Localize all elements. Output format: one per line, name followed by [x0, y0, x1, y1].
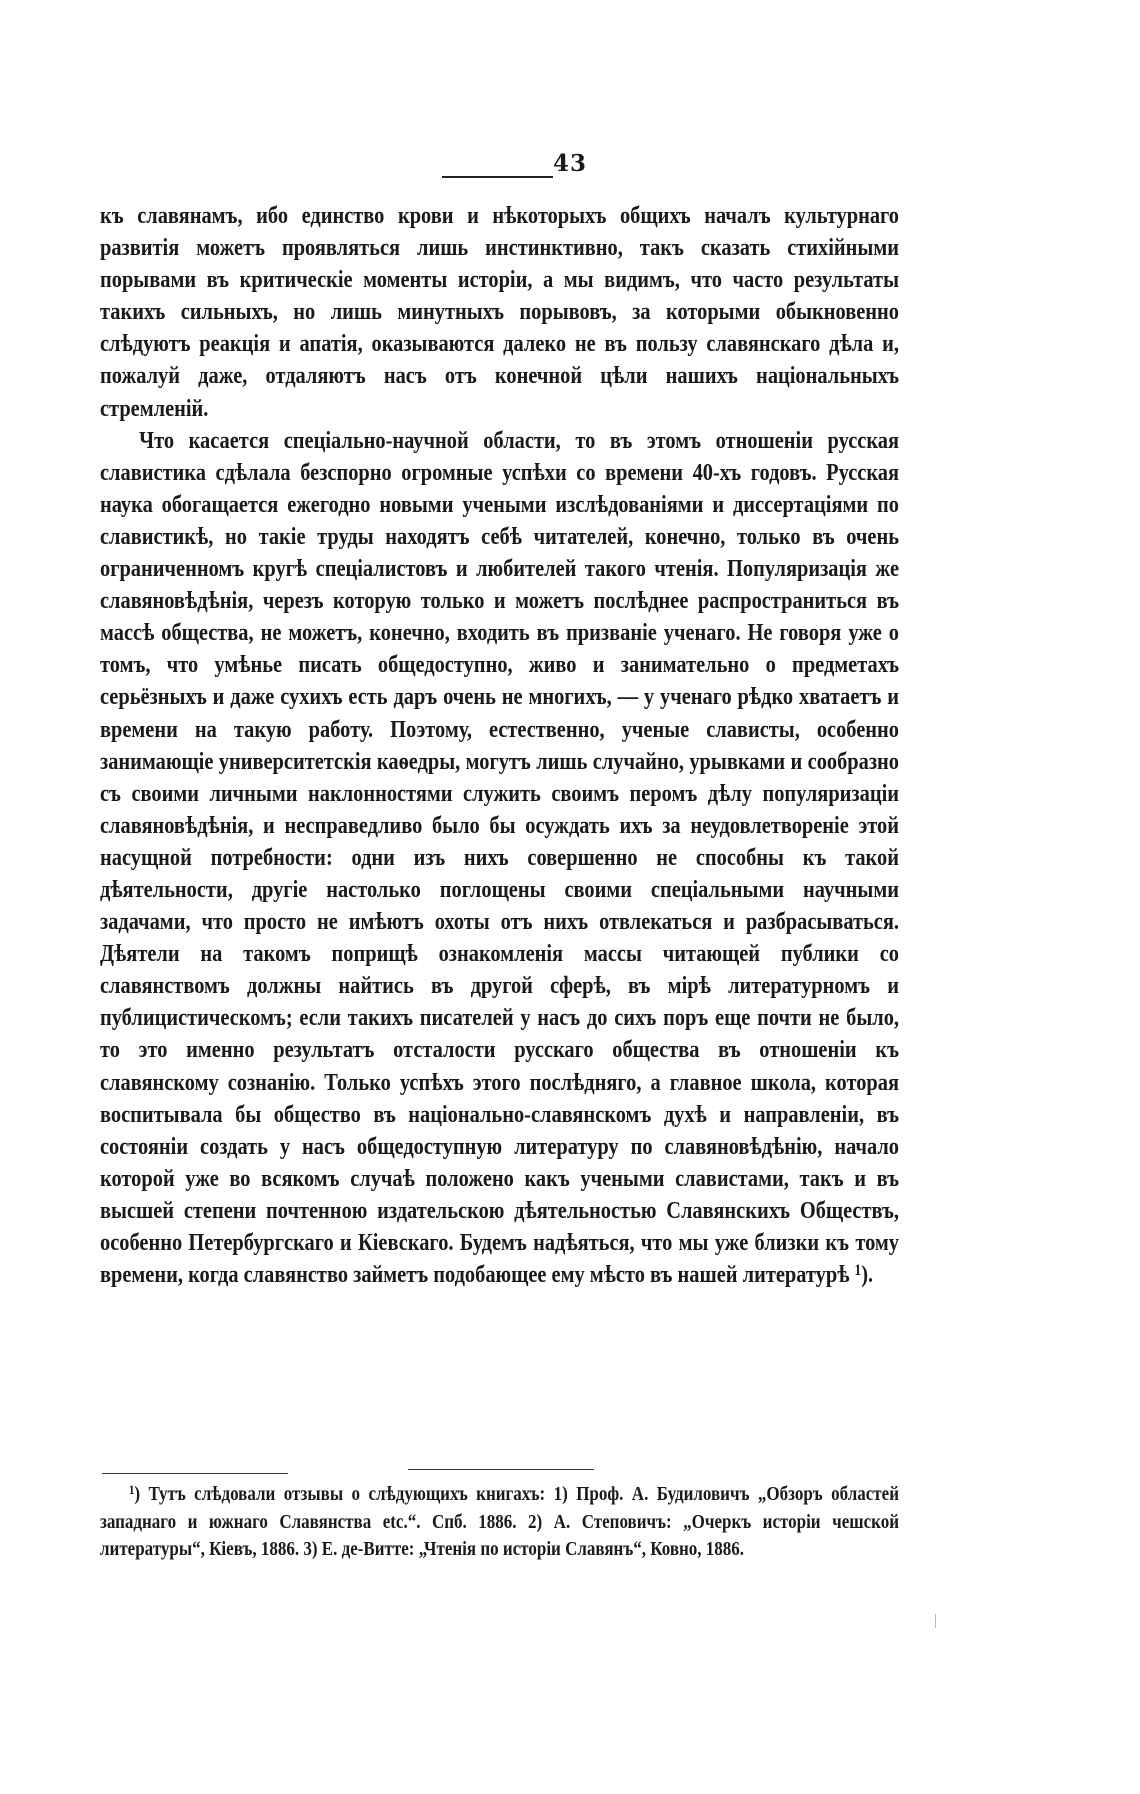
paragraph-1: къ славянамъ, ибо единство крови и нѣкоторыхъ общихъ началъ культурнаго развитія можетъ проявляться лишь инстинктивно, такъ сказать стихійными порывами въ критическіе моменты исторіи, а мы видимъ, что часто результаты такихъ сильныхъ, но лишь минутныхъ порывовъ, за которыми обыкновенно слѣдуютъ реакція и апатія, оказываются далеко не въ пользу славянскаго дѣла и, пожалуй даже, отдаляютъ насъ отъ конечной цѣли нашихъ національныхъ стремленій. — [100, 203, 899, 422]
section-separator-rule — [408, 1469, 594, 1470]
page-header — [0, 150, 1140, 177]
main-text — [100, 200, 899, 1291]
page-number-rule — [442, 176, 553, 178]
footnote-ref: 1 — [854, 1262, 862, 1280]
footnote-marker: 1 — [128, 1482, 135, 1498]
footnote — [100, 1481, 899, 1564]
paragraph-2 — [100, 425, 899, 1292]
scan-mark — [935, 1614, 936, 1628]
footnote-rule — [102, 1473, 288, 1474]
paragraph-2-text: Что касается спеціально-научной области, то въ этомъ отношеніи русская славистика сдѣлала безспорно огромные успѣхи со времени 40-хъ годовъ. Русская наука обогащается ежегодно новыми учеными изслѣдованіями и диссертаціями по славистикѣ, но такіе труды находятъ себѣ читателей, конечно, только въ очень ограниченномъ кругѣ спеціалистовъ и любителей такого чтенія. Популяризація же славяновѣдѣнія, черезъ которую только и можетъ послѣднее распространиться въ массѣ общества, не можетъ, конечно, входить въ призваніе ученаго. Не говоря уже о томъ, что умѣнье писать общедоступно, живо и занимательно о предметахъ серьёзныхъ и даже сухихъ есть даръ очень не многихъ, — у ученаго рѣдко хватаетъ и времени на такую работу. Поэтому, естественно, ученые слависты, особенно занимающіе университетскія каѳедры, могутъ лишь случайно, урывками и сообразно съ своими личными наклонностями служить своимъ перомъ дѣлу популяризаціи славяновѣдѣнія, и несправедливо было бы осуждать ихъ за неудовлетвореніе этой насущной потребности: одни изъ нихъ совершенно не способны къ такой дѣятельности, другіе настолько поглощены своими спеціальными научными задачами, что просто не имѣютъ охоты отъ нихъ отвлекаться и разбрасываться. Дѣятели на такомъ поприщѣ ознакомленія массы читающей публики со славянствомъ должны найтись въ другой сферѣ, въ мірѣ литературномъ и публицистическомъ; если такихъ писателей у насъ до сихъ поръ еще почти не было, то это именно результатъ отсталости русскаго общества въ отношеніи къ славянскому сознанію. Только успѣхъ этого послѣдняго, а главное школа, которая воспитывала бы общество въ національно-славянскомъ духѣ и направленіи, въ состояніи создать у насъ общедоступную литературу по славяновѣдѣнію, начало которой уже во всякомъ случаѣ положено какъ учеными славистами, такъ и въ высшей степени почтенною издательскою дѣятельностью Славянскихъ Обществъ, особенно Петербургскаго и Кіевскаго. Будемъ надѣяться, что мы уже близки къ тому времени, когда славянство займетъ подобающее ему мѣсто въ нашей литературѣ — [100, 427, 900, 1289]
paragraph-2-end: ). — [861, 1262, 874, 1289]
footnote-body: ) Тутъ слѣдовали отзывы о слѣдующихъ книгахъ: 1) Проф. А. Будиловичъ „Обзоръ областей западнаго и южнаго Славянства etc.“. Спб. 1886. 2) А. Степовичъ: „Очеркъ исторіи чешской литературы“, Кіевъ, 1886. 3) Е. де-Витте: „Чтенія по исторіи Славянъ“, Ковно, 1886. — [100, 1483, 900, 1560]
page-number: 43 — [552, 150, 587, 177]
footnote-text — [100, 1481, 899, 1564]
